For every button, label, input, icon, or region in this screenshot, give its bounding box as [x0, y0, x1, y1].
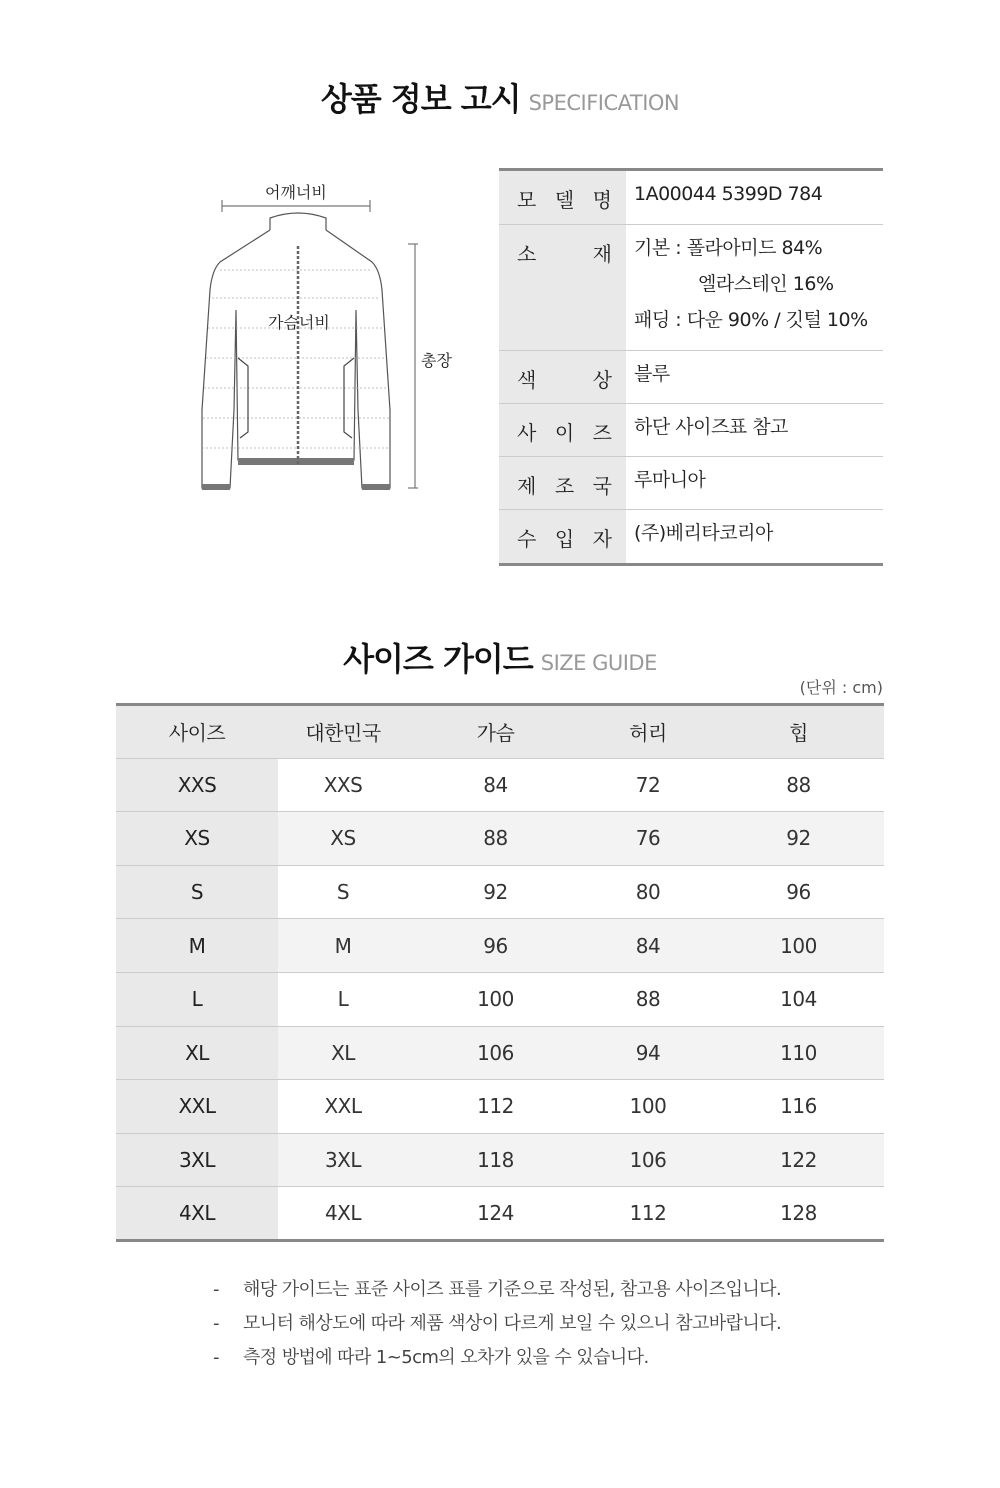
- spec-value: (주)베리타코리아: [634, 522, 773, 544]
- size-guide-title-ko: 사이즈 가이드: [343, 640, 533, 678]
- spec-key: 소 재: [499, 225, 626, 350]
- spec-value: 1A00044 5399D 784: [634, 183, 823, 205]
- unit-label: (단위 : cm): [799, 678, 883, 697]
- table-row: XXL XXL 112 100 116: [116, 1080, 884, 1134]
- spec-value: 하단 사이즈표 참고: [634, 416, 788, 438]
- spec-value: 루마니아: [634, 469, 706, 491]
- header-size: 사이즈: [116, 705, 278, 759]
- note-item: - 모니터 해상도에 따라 제품 색상이 다르게 보일 수 있으니 참고바랍니다.: [213, 1313, 782, 1334]
- spec-row-material: [499, 225, 883, 351]
- table-row: S S 92 80 96: [116, 865, 884, 919]
- spec-row-size: [499, 404, 883, 457]
- spec-key: 사 이 즈: [499, 404, 626, 456]
- spec-title-ko: 상품 정보 고시: [320, 80, 521, 118]
- spec-key: 색 상: [499, 351, 626, 403]
- shoulder-width-label: 어깨너비: [265, 183, 327, 202]
- size-table: [116, 703, 884, 1242]
- table-row: L L 100 88 104: [116, 972, 884, 1026]
- total-length-label: 총장: [421, 351, 452, 370]
- header-korea: 대한민국: [278, 705, 408, 759]
- size-table-header: [116, 705, 884, 759]
- spec-value: 기본 : 폴라아미드 84% 엘라스테인 16% 패딩 : 다운 90% / 깃털 10%: [634, 237, 868, 331]
- spec-row-origin: [499, 457, 883, 510]
- table-row: 4XL 4XL 124 112 128: [116, 1187, 884, 1241]
- spec-row-color: [499, 351, 883, 404]
- note-item: - 측정 방법에 따라 1~5cm의 오차가 있을 수 있습니다.: [213, 1347, 649, 1368]
- notes-list: [213, 1276, 913, 1378]
- table-row: XS XS 88 76 92: [116, 812, 884, 866]
- table-row: M M 96 84 100: [116, 919, 884, 973]
- size-guide-title: [0, 634, 1000, 680]
- spec-title-en: SPECIFICATION: [528, 91, 680, 115]
- spec-row-model: [499, 171, 883, 225]
- header-waist: 허리: [583, 705, 713, 759]
- table-row: XL XL 106 94 110: [116, 1026, 884, 1080]
- chest-width-label: 가슴너비: [268, 313, 330, 332]
- spec-row-importer: [499, 510, 883, 563]
- note-item: - 해당 가이드는 표준 사이즈 표를 기준으로 작성된, 참고용 사이즈입니다.: [213, 1279, 782, 1300]
- spec-table: [499, 168, 883, 566]
- size-guide-title-en: SIZE GUIDE: [540, 651, 657, 675]
- table-row: 3XL 3XL 118 106 122: [116, 1133, 884, 1187]
- header-hip: 힙: [713, 705, 884, 759]
- spec-key: 수 입 자: [499, 510, 626, 563]
- spec-value: 블루: [634, 363, 670, 385]
- header-chest: 가슴: [408, 705, 583, 759]
- spec-key: 모 델 명: [499, 171, 626, 224]
- spec-section-title: [0, 74, 1000, 120]
- spec-key: 제 조 국: [499, 457, 626, 509]
- table-row: XXS XXS 84 72 88: [116, 758, 884, 812]
- jacket-diagram: [190, 170, 470, 510]
